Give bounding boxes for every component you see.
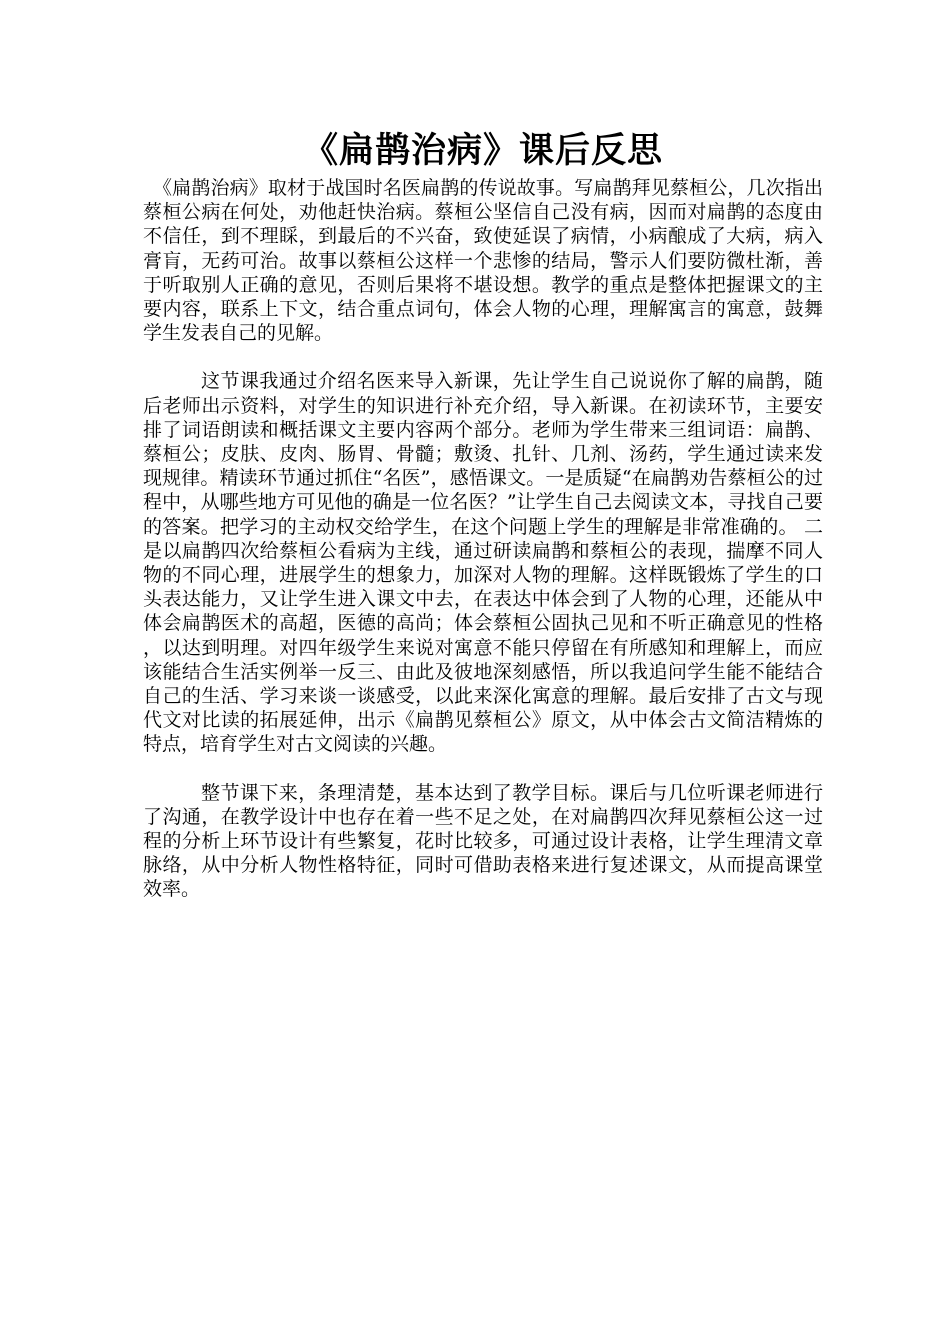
paragraph-introduction: 《扁鹊治病》取材于战国时名医扁鹊的传说故事。写扁鹊拜见蔡桓公，几次指出蔡桓公病在何处，劝他赶快治病。蔡桓公坚信自己没有病，因而对扁鹊的态度由不信任，到不理睬，到最后的不兴奋，致使延误了病情，小病酿成了大病，病入膏肓，无药可治。故事以蔡桓公这样一个悲惨的结局，警示人们要防微杜渐，善于听取别人正确的意见，否则后果将不堪设想。教学的重点是整体把握课文的主要内容，联系上下文，结合重点词句，体会人物的心理，理解寓言的寓意，鼓舞学生发表自己的见解。	[143, 177, 823, 345]
paragraph-reflection: 整节课下来，条理清楚，基本达到了教学目标。课后与几位听课老师进行了沟通，在教学设计中也存在着一些不足之处，在对扁鹊四次拜见蔡桓公这一过程的分析上环节设计有些繁复，花时比较多，可通过设计表格，让学生理清文章脉络，从中分析人物性格特征，同时可借助表格来进行复述课文，从而提高课堂效率。	[143, 781, 823, 901]
document-body	[143, 176, 823, 902]
document-title: 《扁鹊治病》课后反思	[302, 131, 663, 171]
paragraph-lesson-process: 这节课我通过介绍名医来导入新课，先让学生自己说说你了解的扁鹊，随后老师出示资料，对学生的知识进行补充介绍，导入新课。在初读环节，主要安排了词语朗读和概括课文主要内容两个部分。老师为学生带来三组词语：扁鹊、蔡桓公；皮肤、皮肉、肠胃、骨髓；敷烫、扎针、几剂、汤药，学生通过读来发现规律。精读环节通过抓住“名医”，感悟课文。一是质疑“在扁鹊劝告蔡桓公的过程中，从哪些地方可见他的确是一位名医？”让学生自己去阅读文本，寻找自己要的答案。把学习的主动权交给学生，在这个问题上学生的理解是非常准确的。 二是以扁鹊四次给蔡桓公看病为主线，通过研读扁鹊和蔡桓公的表现，揣摩不同人物的不同心理，进展学生的想象力，加深对人物的理解。这样既锻炼了学生的口头表达能力，又让学生进入课文中去，在表达中体会到了人物的心理，还能从中体会扁鹊医术的高超，医德的高尚；体会蔡桓公固执己见和不听正确意见的性格，以达到明理。对四年级学生来说对寓意不能只停留在有所感知和理解上，而应该能结合生活实例举一反三、由此及彼地深刻感悟，所以我追问学生能不能结合自己的生活、学习来谈一谈感受，以此来深化寓意的理解。最后安排了古文与现代文对比读的拓展延伸，出示《扁鹊见蔡桓公》原文，从中体会古文简洁精炼的特点，培育学生对古文阅读的兴趣。	[143, 370, 823, 756]
